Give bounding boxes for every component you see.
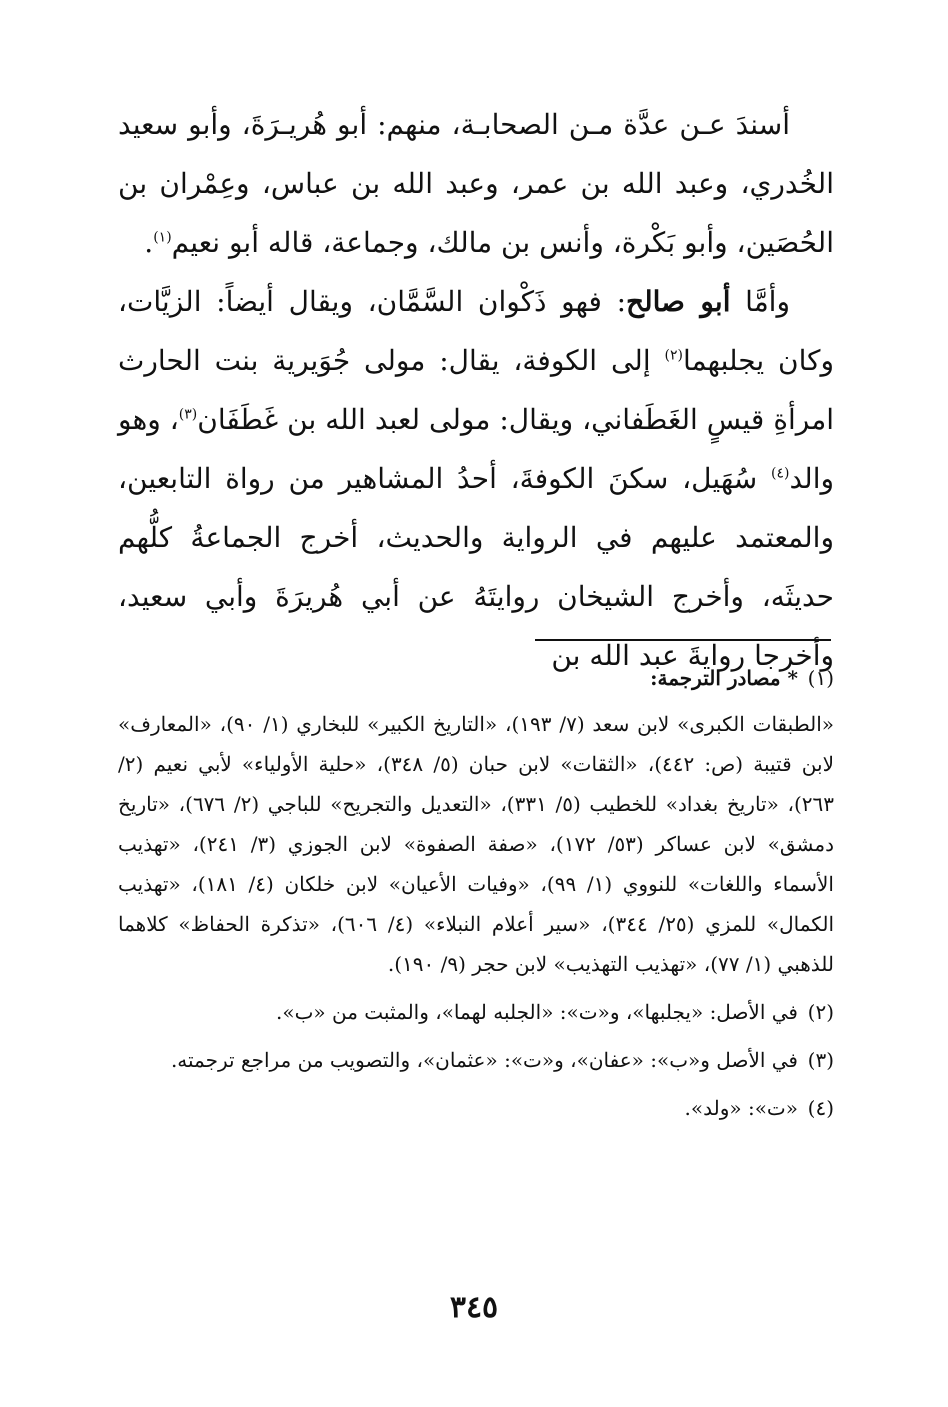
paragraph-1 (118, 95, 834, 272)
paragraph-1-end: . (144, 226, 154, 259)
footnotes (118, 658, 834, 1128)
footnote-separator (535, 639, 831, 641)
footnote-3-number: (٣) (807, 1048, 834, 1072)
footnote-ref-2: (٢) (664, 347, 683, 364)
footnote-4-text: «ت»: «ولد». (684, 1096, 798, 1120)
footnote-1-heading: * مصادر الترجمة: (650, 666, 798, 690)
footnote-1-number: (١) (807, 666, 834, 690)
page-number: ٣٤٥ (449, 1290, 499, 1325)
footnote-1-sources: «الطبقات الكبرى» لابن سعد (٧/ ١٩٣)، «التاريخ الكبير» للبخاري (١/ ٩٠)، «المعارف» لابن قتيبة (ص: ٤٤٢)، «الثقات» لابن حبان (٥/ ٣٤٨)، «حلية الأولياء» لأبي نعيم (٢/ ٢٦٣)، «تاريخ بغداد» للخطيب (٥/ ٣٣١)، «التعديل والتجريح» للباجي (٢/ ٦٧٦)، «تاريخ دمشق» لابن عساكر (٥٣/ ١٧٢)، «صفة الصفوة» لابن الجوزي (٣/ ٢٤١)، «تهذيب الأسماء واللغات» للنووي (١/ ٩٩)، «وفيات الأعيان» لابن خلكان (٤/ ١٨١)، «تهذيب الكمال» للمزي (٢٥/ ٣٤٤)، «سير أعلام النبلاء» (٤/ ٦٠٦)، «تذكرة الحفاظ» كلاهما للذهبي (١/ ٧٧)، «تهذيب التهذيب» لابن حجر (٩/ ١٩٠). (118, 712, 834, 976)
footnote-2-number: (٢) (807, 1000, 834, 1024)
paragraph-2-part-b: إلى الكوفة، يقال: مولى جُوَيرية بنت الحارث امرأةِ قيسٍ الغَطَفاني، ويقال: مولى لعبد الله بن غَطَفَان (118, 344, 834, 436)
footnote-2-text: في الأصل: «يجلبها»، و«ت»: «الجلبه لهما»، والمثبت من «ب». (275, 1000, 798, 1024)
paragraph-1-text: أسندَ عـن عدَّة مـن الصحابـة، منهم: أبو هُريـرَةَ، وأبو سعيد الخُدري، وعبد الله بن عمر، وعبد الله بن عباس، وعِمْران بن الحُصَين، وأبو بَكْرة، وأنس بن مالك، وجماعة، قاله أبو نعيم (118, 108, 834, 259)
footnote-ref-4: (٤) (771, 465, 790, 482)
footnote-ref-1: (١) (153, 229, 172, 246)
footnote-4 (118, 1088, 834, 1128)
main-text (118, 95, 834, 685)
paragraph-2 (118, 272, 834, 685)
footnote-3-text: في الأصل و«ب»: «عفان»، و«ت»: «عثمان»، والتصويب من مراجع ترجمته. (170, 1048, 798, 1072)
subject-name: أبو صالح (626, 285, 731, 318)
paragraph-2-part-c: ، وهو والد (118, 403, 834, 495)
paragraph-2-part-a: : فهو ذَكْوان السَّمَّان، ويقال أيضاً: الزيَّات، وكان يجلبهما (118, 285, 834, 377)
footnote-2 (118, 992, 834, 1032)
footnote-3 (118, 1040, 834, 1080)
footnote-1 (118, 658, 834, 698)
paragraph-2-lead: وأمَّا (745, 285, 790, 318)
paragraph-2-part-d: سُهَيل، سكنَ الكوفةَ، أحدُ المشاهير من رواة التابعين، والمعتمد عليهم في الرواية والحديث، أخرج الجماعةُ كلُّهم حديثَه، وأخرج الشيخان روايتَهُ عن أبي هُريرَةَ وأبي سعيد، وأخرجا روايةَ عبد الله بن (118, 462, 834, 672)
footnote-ref-3: (٣) (178, 406, 198, 423)
footnote-4-number: (٤) (807, 1096, 834, 1120)
